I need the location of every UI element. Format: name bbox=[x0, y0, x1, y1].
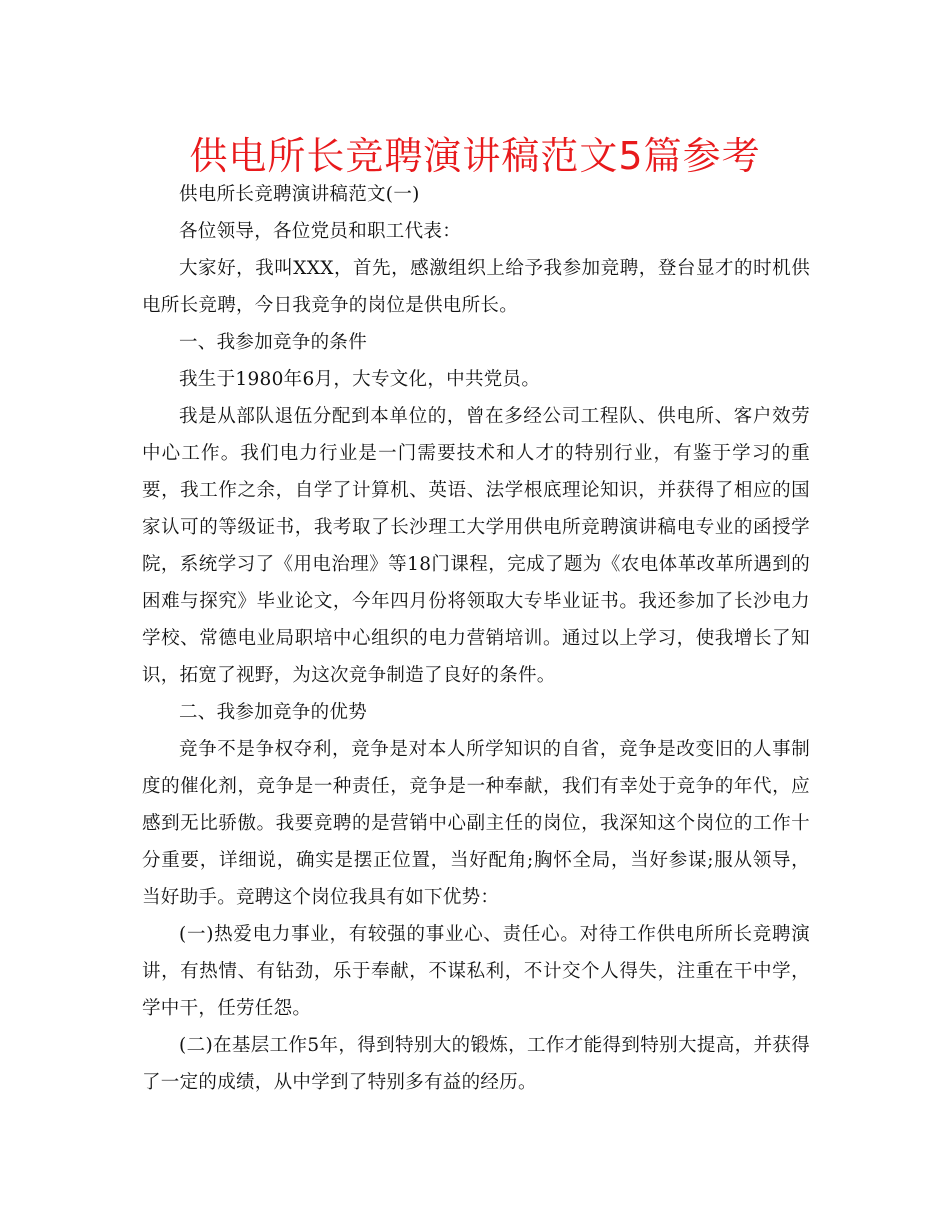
paragraph: 我是从部队退伍分配到本单位的，曾在多经公司工程队、供电所、客户效劳中心工作。我们电力行业是一门需要技术和人才的特别行业，有鉴于学习的重要，我工作之余，自学了计算机、英语、法学根底理论知识，并获得了相应的国家认可的等级证书，我考取了长沙理工大学用供电所竞聘演讲稿电专业的函授学院，系统学习了《用电治理》等18门课程，完成了题为《农电体革改革所遇到的困难与探究》毕业论文，今年四月份将领取大专毕业证书。我还参加了长沙电力学校、常德电业局职培中心组织的电力营销培训。通过以上学习，使我增长了知识，拓宽了视野，为这次竞争制造了良好的条件。 bbox=[142, 406, 810, 686]
paragraph: 竞争不是争权夺利，竞争是对本人所学知识的自省，竞争是改变旧的人事制度的催化剂，竞争是一种责任，竞争是一种奉献，我们有幸处于竞争的年代，应感到无比骄傲。我要竞聘的是营销中心副主任的岗位，我深知这个岗位的工作十分重要，详细说，确实是摆正位置，当好配角;胸怀全局，当好参谋;服从领导，当好助手。竞聘这个岗位我具有如下优势： bbox=[142, 739, 810, 908]
paragraph: 大家好，我叫XXX，首先，感激组织上给予我参加竞聘，登台显才的时机供电所长竞聘，今日我竞争的岗位是供电所长。 bbox=[142, 258, 810, 316]
paragraph: 我生于1980年6月，大专文化，中共党员。 bbox=[179, 369, 541, 390]
paragraph: (一)热爱电力事业，有较强的事业心、责任心。对待工作供电所所长竞聘演讲，有热情、有钻劲，乐于奉献，不谋私利，不计交个人得失，注重在干中学，学中干，任劳任怨。 bbox=[142, 924, 810, 1019]
section-heading: 二、我参加竞争的优势 bbox=[179, 702, 368, 723]
document-title: 供电所长竞聘演讲稿范文5篇参考 bbox=[189, 134, 761, 178]
paragraph: 供电所长竞聘演讲稿范文(一) bbox=[179, 184, 420, 205]
paragraph: (二)在基层工作5年，得到特别大的锻炼，工作才能得到特别大提高，并获得了一定的成绩，从中学到了特别多有益的经历。 bbox=[142, 1035, 810, 1093]
paragraph: 各位领导，各位党员和职工代表： bbox=[179, 221, 462, 242]
section-heading: 一、我参加竞争的条件 bbox=[179, 332, 368, 353]
document-body bbox=[142, 176, 810, 1101]
